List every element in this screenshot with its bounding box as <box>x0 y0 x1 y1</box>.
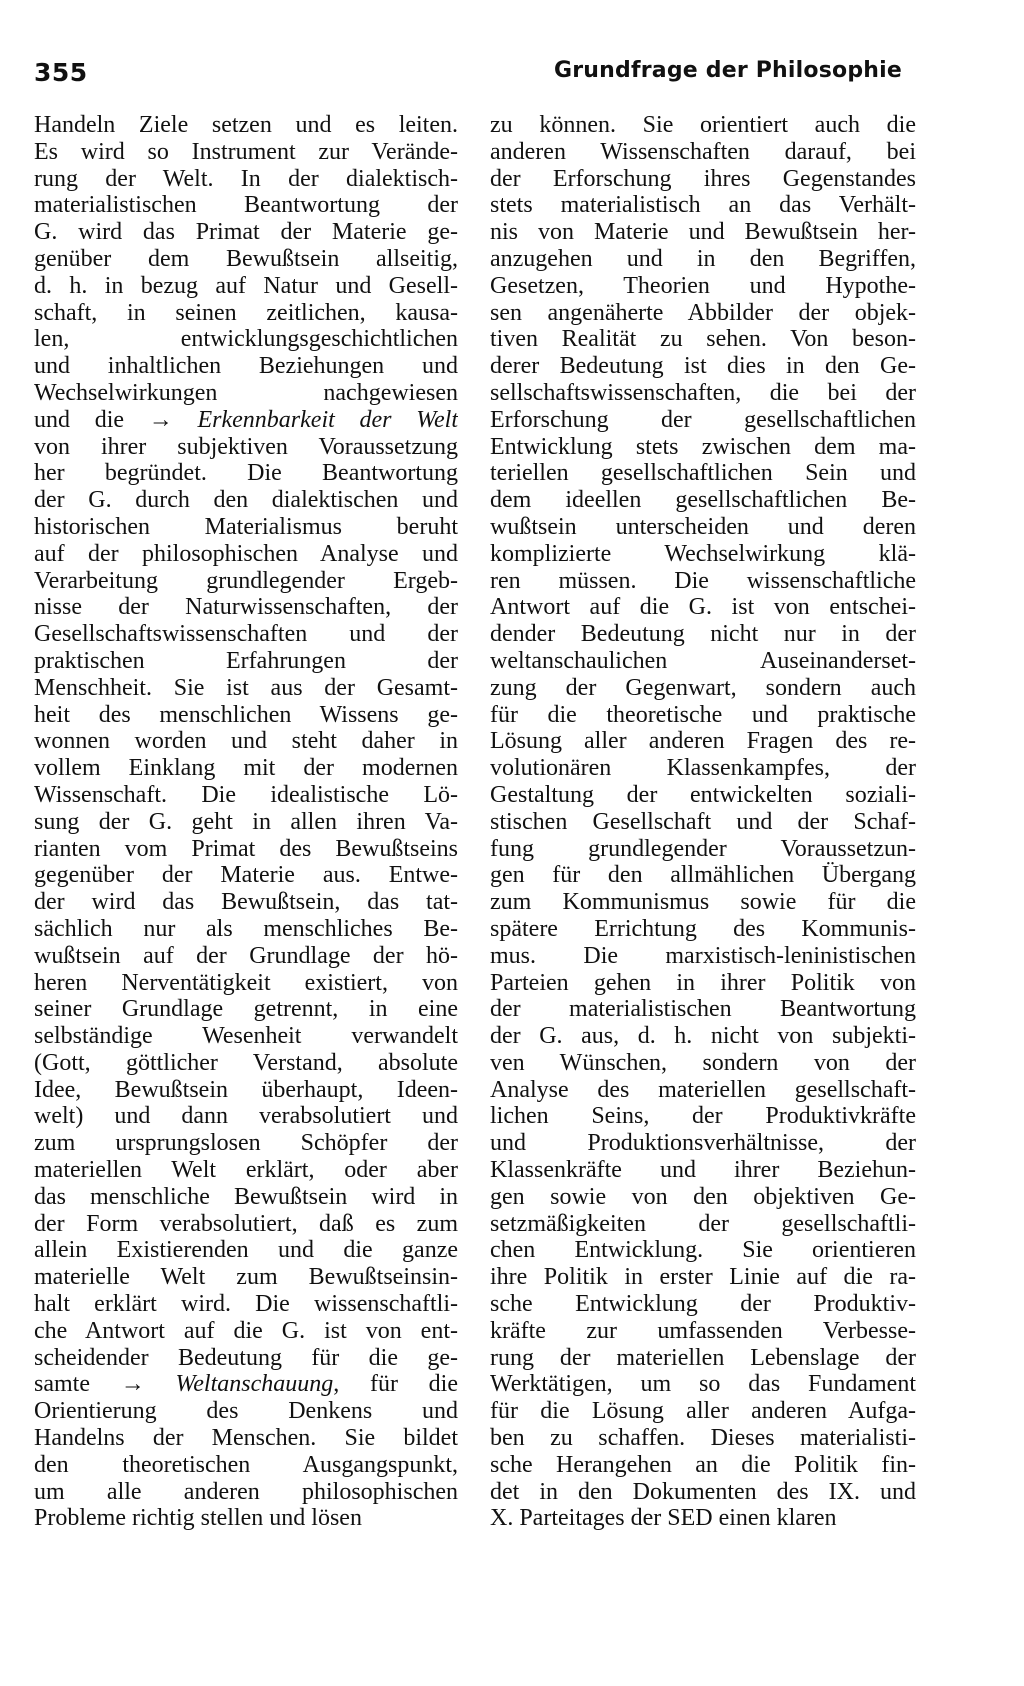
right-column-line: fung grundlegender Voraussetzun- <box>490 835 916 862</box>
right-column-line: dem ideellen gesellschaftlichen Be- <box>490 487 916 514</box>
left-column-line: heit des menschlichen Wissens ge- <box>34 701 458 728</box>
left-column-line: materiellen Welt erklärt, oder aber <box>34 1157 458 1184</box>
left-column-line: der Form verabsolutiert, daß es zum <box>34 1210 458 1237</box>
right-column-line: der Erforschung ihres Gegenstandes <box>490 165 916 192</box>
right-column-line: anderen Wissenschaften darauf, bei <box>490 138 916 165</box>
right-column-line: ihre Politik in erster Linie auf die ra- <box>490 1264 916 1291</box>
line-text: , für die <box>333 1371 458 1398</box>
left-column-line: Verarbeitung grundlegender Ergeb- <box>34 567 458 594</box>
left-column-line: her begründet. Die Beantwortung <box>34 460 458 487</box>
right-column-line: Parteien gehen in ihrer Politik von <box>490 969 916 996</box>
right-column-line: ven Wünschen, sondern von der <box>490 1049 916 1076</box>
right-column-line: der G. aus, d. h. nicht von subjekti- <box>490 1023 916 1050</box>
left-column-line: den theoretischen Ausgangspunkt, <box>34 1451 458 1478</box>
right-column-line: kräfte zur umfassenden Verbesse- <box>490 1317 916 1344</box>
right-column-line: chen Entwicklung. Sie orientieren <box>490 1237 916 1264</box>
left-column-line: schaft, in seinen zeitlichen, kausa- <box>34 299 458 326</box>
left-column-line: d. h. in bezug auf Natur und Gesell- <box>34 272 458 299</box>
line-text: samte → <box>34 1371 176 1398</box>
left-column-line: Orientierung des Denkens und <box>34 1398 458 1425</box>
left-column-line: che Antwort auf die G. ist von ent- <box>34 1317 458 1344</box>
left-column-line: (Gott, göttlicher Verstand, absolute <box>34 1049 458 1076</box>
left-column-line: Handelns der Menschen. Sie bildet <box>34 1425 458 1452</box>
left-column-line: auf der philosophischen Analyse und <box>34 540 458 567</box>
right-column-line: zu können. Sie orientiert auch die <box>490 112 916 138</box>
right-column-line: Antwort auf die G. ist von entschei- <box>490 594 916 621</box>
line-text: und die → <box>34 406 198 433</box>
left-column-line: halt erklärt wird. Die wissenschaftli- <box>34 1291 458 1318</box>
left-column-line: praktischen Erfahrungen der <box>34 647 458 674</box>
left-column-line: der G. durch den dialektischen und <box>34 487 458 514</box>
right-column-line: Gestaltung der entwickelten soziali- <box>490 781 916 808</box>
left-column-line: rung der Welt. In der dialektisch- <box>34 165 458 192</box>
left-column-line: scheidender Bedeutung für die ge- <box>34 1344 458 1371</box>
left-column-line: vollem Einklang mit der modernen <box>34 755 458 782</box>
left-text-column <box>34 112 458 1532</box>
left-column-line: materialistischen Beantwortung der <box>34 192 458 219</box>
right-column-line: stischen Gesellschaft und der Schaf- <box>490 808 916 835</box>
left-column-line: genüber dem Bewußtsein allseitig, <box>34 245 458 272</box>
left-column-line: rianten vom Primat des Bewußtseins <box>34 835 458 862</box>
right-column-line: rung der materiellen Lebenslage der <box>490 1344 916 1371</box>
right-column-line: tiven Realität zu sehen. Von beson- <box>490 326 916 353</box>
left-column-line: um alle anderen philosophischen <box>34 1478 458 1505</box>
left-column-line: nisse der Naturwissenschaften, der <box>34 594 458 621</box>
right-column-line: zung der Gegenwart, sondern auch <box>490 674 916 701</box>
left-column-line: heren Nerventätigkeit existiert, von <box>34 969 458 996</box>
cross-reference: Weltanschauung <box>175 1371 334 1398</box>
right-column-line: wußtsein unterscheiden und deren <box>490 513 916 540</box>
right-column-line: für die theoretische und praktische <box>490 701 916 728</box>
left-column-line: Es wird so Instrument zur Verände- <box>34 138 458 165</box>
left-column-line: Menschheit. Sie ist aus der Gesamt- <box>34 674 458 701</box>
right-column-line: ren müssen. Die wissenschaftliche <box>490 567 916 594</box>
left-column-line: selbständige Wesenheit verwandelt <box>34 1023 458 1050</box>
page-header <box>34 58 902 96</box>
right-column-line: sche Entwicklung der Produktiv- <box>490 1291 916 1318</box>
right-column-line: mus. Die marxistisch-leninistischen <box>490 942 916 969</box>
left-column-line: gegenüber der Materie aus. Entwe- <box>34 862 458 889</box>
left-column-line <box>34 1371 458 1398</box>
left-column-line: len, entwicklungsgeschichtlichen <box>34 326 458 353</box>
left-column-line: sung der G. geht in allen ihren Va- <box>34 808 458 835</box>
left-column-line: Wechselwirkungen nachgewiesen <box>34 379 458 406</box>
left-column-line <box>34 407 458 434</box>
right-column-line: Gesetzen, Theorien und Hypothe- <box>490 272 916 299</box>
left-column-line: wußtsein auf der Grundlage der hö- <box>34 942 458 969</box>
right-text-column <box>490 112 916 1532</box>
left-column-line: der wird das Bewußtsein, das tat- <box>34 889 458 916</box>
right-column-line: Klassenkräfte und ihrer Beziehun- <box>490 1157 916 1184</box>
right-column-line: stets materialistisch an das Verhält- <box>490 192 916 219</box>
left-column-line: materielle Welt zum Bewußtseinsin- <box>34 1264 458 1291</box>
left-column-line: von ihrer subjektiven Voraussetzung <box>34 433 458 460</box>
right-column-line: Entwicklung stets zwischen dem ma- <box>490 433 916 460</box>
left-column-line: historischen Materialismus beruht <box>34 513 458 540</box>
left-column-line: das menschliche Bewußtsein wird in <box>34 1183 458 1210</box>
left-column-line: sächlich nur als menschliches Be- <box>34 915 458 942</box>
right-column-line: komplizierte Wechselwirkung klä- <box>490 540 916 567</box>
right-column-line: für die Lösung aller anderen Aufga- <box>490 1398 916 1425</box>
left-column-line: welt) und dann verabsolutiert und <box>34 1103 458 1130</box>
left-column-line: seiner Grundlage getrennt, in eine <box>34 996 458 1023</box>
left-column-line: Wissenschaft. Die idealistische Lö- <box>34 781 458 808</box>
right-column-line: zum Kommunismus sowie für die <box>490 889 916 916</box>
right-column-line: ben zu schaffen. Dieses materialisti- <box>490 1425 916 1452</box>
left-column-line: wonnen worden und steht daher in <box>34 728 458 755</box>
left-column-line: Gesellschaftswissenschaften und der <box>34 621 458 648</box>
left-column-line: und inhaltlichen Beziehungen und <box>34 353 458 380</box>
right-column-line: Werktätigen, um so das Fundament <box>490 1371 916 1398</box>
page-number: 355 <box>34 58 88 87</box>
right-column-line: der materialistischen Beantwortung <box>490 996 916 1023</box>
right-column-line: weltanschaulichen Auseinanderset- <box>490 647 916 674</box>
cross-reference: Erkennbarkeit der Welt <box>197 406 458 433</box>
left-column-line: G. wird das Primat der Materie ge- <box>34 219 458 246</box>
right-column-line: und Produktionsverhältnisse, der <box>490 1130 916 1157</box>
right-column-line: Erforschung der gesellschaftlichen <box>490 406 916 433</box>
left-column-line: Idee, Bewußtsein überhaupt, Ideen- <box>34 1076 458 1103</box>
right-column-line: spätere Errichtung des Kommunis- <box>490 915 916 942</box>
left-column-line: allein Existierenden und die ganze <box>34 1237 458 1264</box>
right-column-line: dender Bedeutung nicht nur in der <box>490 621 916 648</box>
right-column-line: volutionären Klassenkampfes, der <box>490 755 916 782</box>
left-column-line: Handeln Ziele setzen und es leiten. <box>34 112 458 138</box>
right-column-line: sche Herangehen an die Politik fin- <box>490 1451 916 1478</box>
right-column-line: anzugehen und in den Begriffen, <box>490 245 916 272</box>
right-column-line: gen sowie von den objektiven Ge- <box>490 1183 916 1210</box>
right-column-line: Lösung aller anderen Fragen des re- <box>490 728 916 755</box>
right-column-line: Analyse des materiellen gesellschaft- <box>490 1076 916 1103</box>
right-column-line: X. Parteitages der SED einen klaren <box>490 1505 837 1532</box>
right-column-line: lichen Seins, der Produktivkräfte <box>490 1103 916 1130</box>
right-column-line: nis von Materie und Bewußtsein her- <box>490 219 916 246</box>
right-column-line: gen für den allmählichen Übergang <box>490 862 916 889</box>
right-column-line: det in den Dokumenten des IX. und <box>490 1478 916 1505</box>
right-column-line: setzmäßigkeiten der gesellschaftli- <box>490 1210 916 1237</box>
right-column-line: sen angenäherte Abbilder der objek- <box>490 299 916 326</box>
running-head: Grundfrage der Philosophie <box>553 58 902 83</box>
left-column-line: Probleme richtig stellen und lösen <box>34 1505 362 1532</box>
right-column-line: teriellen gesellschaftlichen Sein und <box>490 460 916 487</box>
right-column-line: sellschaftswissenschaften, die bei der <box>490 379 916 406</box>
right-column-line: derer Bedeutung ist dies in den Ge- <box>490 353 916 380</box>
left-column-line: zum ursprungslosen Schöpfer der <box>34 1130 458 1157</box>
